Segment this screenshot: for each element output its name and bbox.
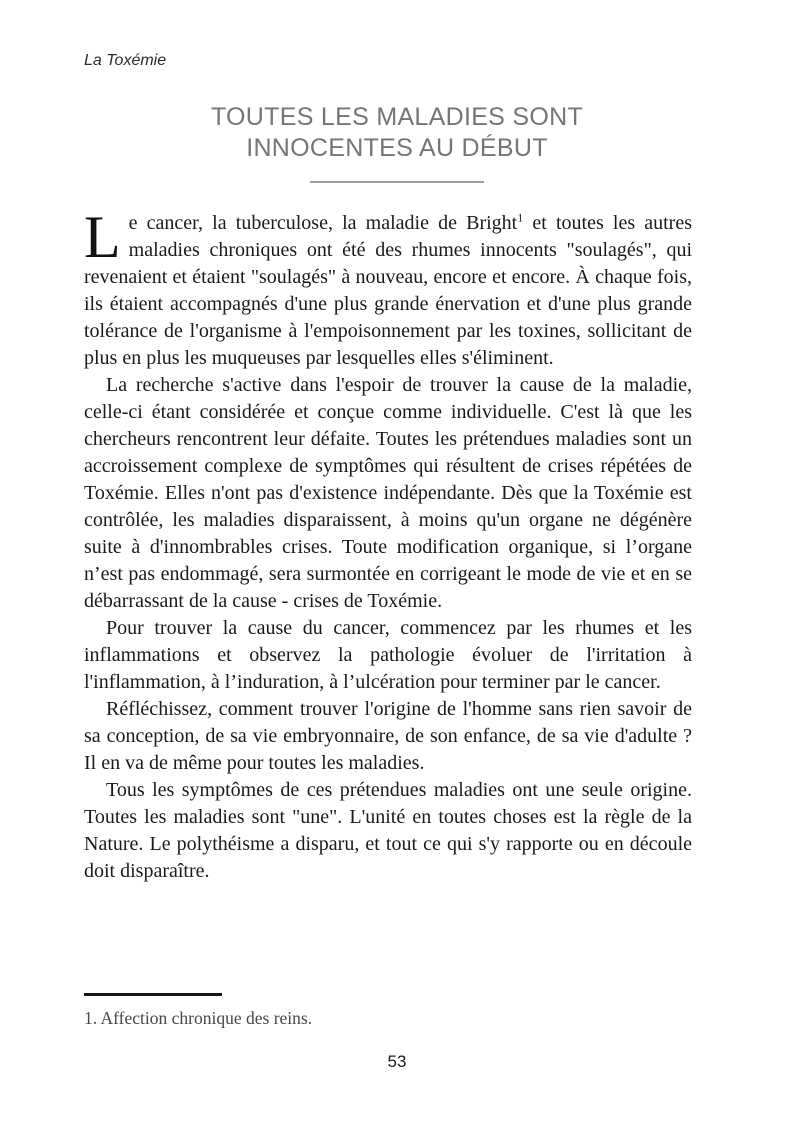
paragraph-4: Réfléchissez, comment trouver l'origine de l'homme sans rien savoir de sa conception, de sa vie embryonnaire, de son enfance, de sa vie d'adulte ? Il en va de même pour toutes les maladies. <box>84 698 692 774</box>
chapter-title-line-1: TOUTES LES MALADIES SONT <box>210 103 584 131</box>
footnote-text: 1. Affection chronique des reins. <box>84 1008 313 1028</box>
footnote-reference-marker: 1 <box>517 210 524 225</box>
paragraph-5: Tous les symptômes de ces prétendues maladies ont une seule origine. Toutes les maladies sont "une". L'unité en toutes choses est la règle de la Nature. Le polythéisme a disparu, et tout ce qui s'y rapporte ou en découle doit disparaître. <box>84 779 692 882</box>
chapter-title <box>0 102 794 164</box>
dropcap: L <box>84 204 121 270</box>
title-divider <box>310 181 484 183</box>
paragraph-1 <box>84 204 692 372</box>
page-number: 53 <box>387 1052 407 1071</box>
running-header: La Toxémie <box>84 52 167 69</box>
paragraph-1-text-after-ref: et toutes les autres maladies chroniques ont été des rhumes innocents "soulagés", qui revenaient et étaient "soulagés" à nouveau, encore et encore. À chaque fois, ils étaient accompagnés d'une plus grande énervation et d'une plus grande tolérance de l'organisme à l'empoisonnement par les toxines, sollicitant de plus en plus les muqueuses par lesquelles elles s'éliminent. <box>84 212 692 369</box>
paragraph-2: La recherche s'active dans l'espoir de trouver la cause de la maladie, celle-ci étant considérée et conçue comme individuelle. C'est là que les chercheurs rencontrent leur défaite. Toutes les prétendues maladies sont un accroissement complexe de symptômes qui résultent de crises répétées de Toxémie. Elles n'ont pas d'existence indépendante. Dès que la Toxémie est contrôlée, les maladies disparaissent, à moins qu'un organe ne dégénère suite à d'innombrables crises. Toute modification organique, si l’organe n’est pas endommagé, sera surmontée en corrigeant le mode de vie et en se débarrassant de la cause - crises de Toxémie. <box>84 374 692 612</box>
paragraph-3: Pour trouver la cause du cancer, commencez par les rhumes et les inflammations et observez la pathologie évoluer de l'irritation à l'inflammation, à l’induration, à l’ulcération pour terminer par le cancer. <box>84 617 692 693</box>
footnote-divider <box>84 993 222 996</box>
chapter-title-line-2: INNOCENTES AU DÉBUT <box>246 134 548 162</box>
body-text <box>84 204 692 885</box>
paragraph-1-text-before-ref: e cancer, la tuberculose, la maladie de Bright <box>128 212 518 234</box>
